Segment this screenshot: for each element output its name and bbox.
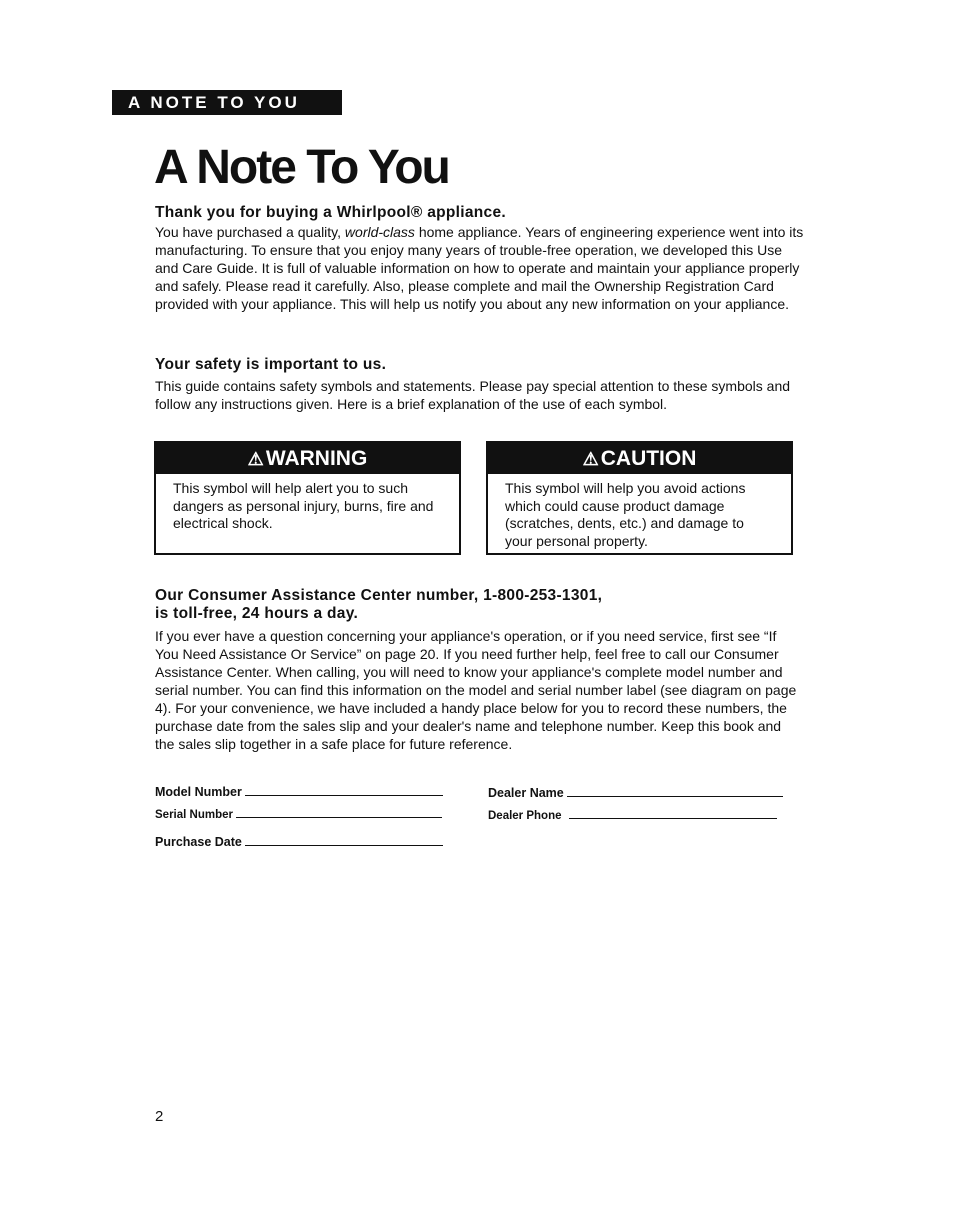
thanks-paragraph: You have purchased a quality, world-class home appliance. Years of engineering experience went into its manufacturing. To ensure that you enjoy many years of trouble-free operation, we developed this Use and Care Guide. It is full of valuable information on how to operate and maintain your appliance properly and safely. Please read it carefully. Also, please complete and mail the Ownership Registration Card provided with your appliance. This will help us notify you about any new information on your appliance. xyxy=(155,224,804,312)
warning-header xyxy=(156,443,459,474)
safety-heading: Your safety is important to us. xyxy=(155,356,387,373)
caution-triangle-icon: ⚠ xyxy=(582,449,599,469)
dealer-phone-field[interactable] xyxy=(488,810,777,822)
purchase-date-line[interactable] xyxy=(245,844,443,846)
warning-label: WARNING xyxy=(265,447,368,470)
serial-number-field[interactable] xyxy=(155,809,442,821)
page-title: A Note To You xyxy=(154,141,449,194)
section-tab: A NOTE TO YOU xyxy=(112,90,342,115)
assistance-paragraph: If you ever have a question concerning your appliance's operation, or if you need service, first see “If You Need Assistance Or Service” on page 20. If you need further help, feel free to call our Consumer Assistance Center. When calling, you will need to know your appliance's complete model number and serial number. You can find this information on the model and serial number label (see diagram on page 4). For your convenience, we have included a handy place below for you to record these numbers, the purchase date from the sales slip and your dealer's name and telephone number. Keep this book and the sales slip together in a safe place for future reference. xyxy=(155,628,797,752)
assistance-heading-line1: Our Consumer Assistance Center number, 1-800-253-1301, xyxy=(155,587,603,604)
model-number-label: Model Number xyxy=(155,785,242,799)
warning-text: This symbol will help alert you to such dangers as personal injury, burns, fire and electrical shock. xyxy=(173,480,434,531)
purchase-date-field[interactable] xyxy=(155,835,443,849)
serial-number-line[interactable] xyxy=(236,816,442,818)
dealer-name-label: Dealer Name xyxy=(488,786,564,800)
thanks-heading: Thank you for buying a Whirlpool® appliance. xyxy=(155,204,506,221)
dealer-phone-line[interactable] xyxy=(569,817,777,819)
purchase-date-label: Purchase Date xyxy=(155,835,242,849)
model-number-field[interactable] xyxy=(155,785,443,799)
caution-label: CAUTION xyxy=(600,447,697,470)
dealer-name-field[interactable] xyxy=(488,786,783,800)
caution-text: This symbol will help you avoid actions which could cause product damage (scratches, dents, etc.) and damage to your personal property. xyxy=(505,480,746,549)
dealer-phone-label: Dealer Phone xyxy=(488,810,562,822)
caution-box xyxy=(486,441,793,555)
model-number-line[interactable] xyxy=(245,794,443,796)
page-number: 2 xyxy=(155,1108,164,1125)
warning-triangle-icon: ⚠ xyxy=(247,449,264,469)
warning-box xyxy=(154,441,461,555)
caution-header xyxy=(488,443,791,474)
serial-number-label: Serial Number xyxy=(155,809,233,821)
safety-paragraph: This guide contains safety symbols and statements. Please pay special attention to these symbols and follow any instructions given. Here is a brief explanation of the use of each symbol. xyxy=(155,378,791,412)
dealer-name-line[interactable] xyxy=(567,795,783,797)
assistance-heading-line2: is toll-free, 24 hours a day. xyxy=(155,605,359,622)
